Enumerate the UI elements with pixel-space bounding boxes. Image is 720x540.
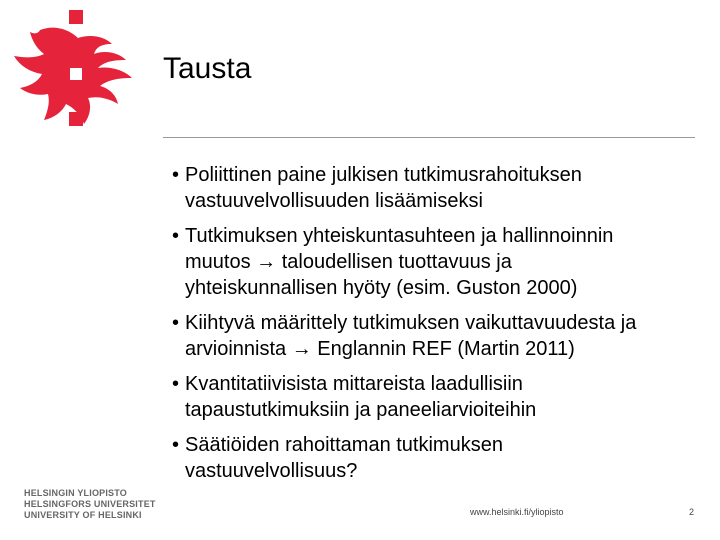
bullet-line: arvioinnista → Englannin REF (Martin 2011)	[185, 338, 575, 360]
bullet-line: tapaustutkimuksiin ja paneeliarvioiteihin	[185, 399, 537, 421]
bullet-line: Säätiöiden rahoittaman tutkimuksen	[185, 434, 503, 456]
bullet-dot-icon: •	[172, 312, 180, 334]
footer-url: www.helsinki.fi/yliopisto	[470, 507, 564, 517]
bullet-list	[170, 162, 710, 493]
bullet-line: muutos → taloudellisen tuottavuus ja	[185, 251, 512, 273]
university-name-fi: HELSINGIN YLIOPISTO	[24, 488, 127, 498]
university-name-sv: HELSINGFORS UNIVERSITET	[24, 499, 156, 509]
bullet-line: Kiihtyvä määrittely tutkimuksen vaikuttavuudesta ja	[185, 312, 637, 334]
bullet-line: Tutkimuksen yhteiskuntasuhteen ja hallinnoinnin	[185, 225, 614, 247]
bullet-line: vastuuvelvollisuuden lisäämiseksi	[185, 190, 483, 212]
bullet-item	[170, 162, 710, 214]
slide-title: Tausta	[163, 52, 252, 85]
university-name-en: UNIVERSITY OF HELSINKI	[24, 510, 142, 520]
bullet-dot-icon: •	[172, 164, 180, 186]
university-name	[24, 488, 156, 521]
bullet-line: yhteiskunnallisen hyöty (esim. Guston 2000)	[185, 277, 578, 299]
bullet-dot-icon: •	[172, 225, 180, 247]
bullet-dot-icon: •	[172, 373, 180, 395]
bullet-line: vastuuvelvollisuus?	[185, 460, 358, 482]
page-number: 2	[689, 507, 695, 517]
bullet-line: Kvantitatiivisista mittareista laadullisiin	[185, 373, 523, 395]
bullet-item	[170, 371, 710, 423]
title-divider	[163, 137, 695, 138]
bullet-line: Poliittinen paine julkisen tutkimusrahoituksen	[185, 164, 582, 186]
bullet-item	[170, 310, 710, 362]
bullet-dot-icon: •	[172, 434, 180, 456]
bullet-item	[170, 223, 710, 301]
bullet-item	[170, 432, 710, 484]
university-flame-logo-icon	[0, 0, 160, 140]
